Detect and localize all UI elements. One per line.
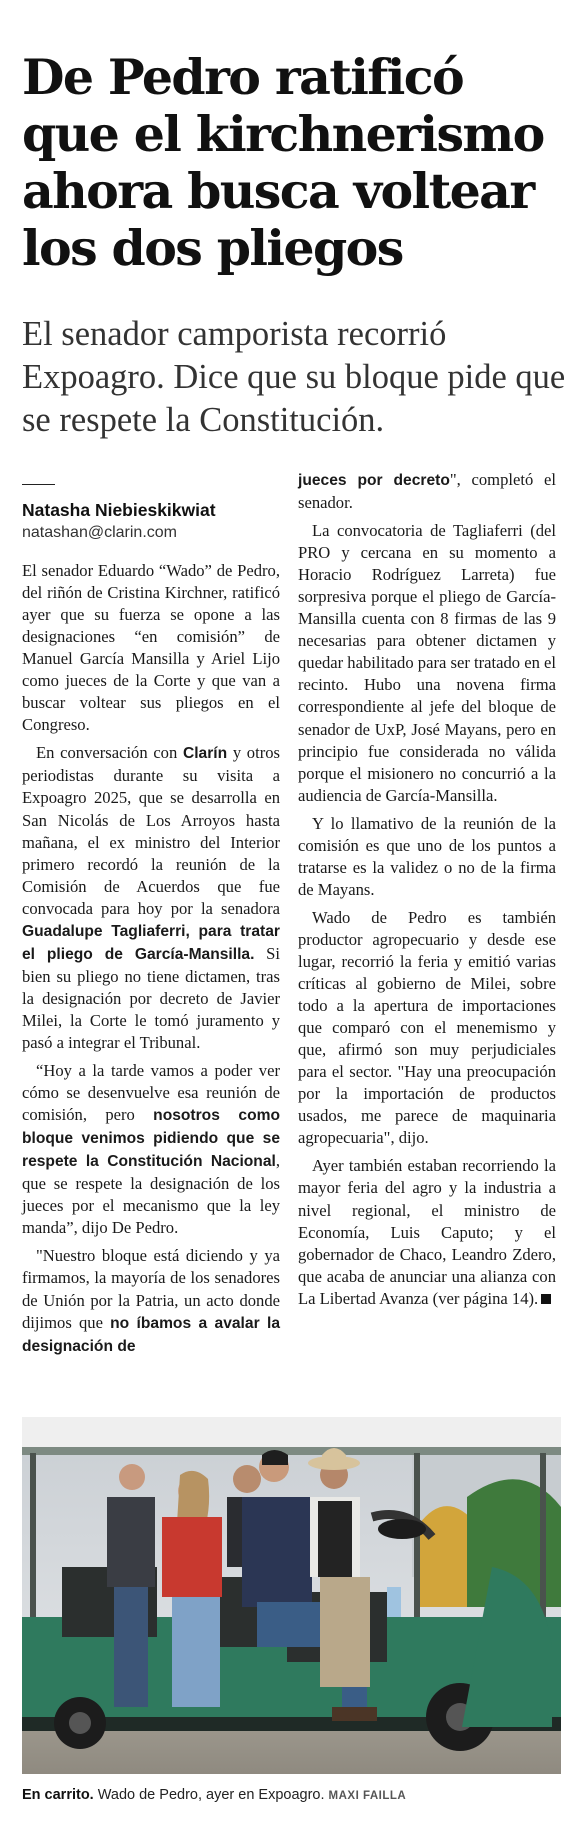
subheadline: El senador camporista recorrió Expoagro. Dice que su bloque pide que se respete la Constitución. — [22, 315, 566, 439]
paragraph: Y lo llamativo de la reunión de la comisión es que uno de los puntos a tratarse es la validez o no de la firma de Mayans. — [298, 813, 556, 899]
byline-rule — [22, 484, 55, 485]
bold-text: Clarín — [182, 745, 228, 763]
body-column-2 — [298, 469, 556, 1316]
body-column-1 — [22, 560, 280, 1364]
paragraph: La convocatoria de Tagliaferri (del PRO y cercana en su momento a Horacio Rodríguez Larreta) fue sorpresiva porque el pliego de García-Mansilla cuenta con 8 firmas de las 9 necesarias para obtener dictamen y quedar habilitado para ser tratado en el recinto. Hubo una novena firma correspondiente al jefe del bloque de senador de UxP, José Mayans, pero en principio fue considerada no válida porque el misionero no concurrió a la audiencia de García-Mansilla. — [298, 521, 557, 805]
caption-lead: En carrito. — [22, 1787, 94, 1803]
author-name: Natasha Niebieskikwiat — [22, 500, 216, 520]
paragraph: "Nuestro bloque está diciendo y ya firmamos, la mayoría de los senadores de Unión por la Patria, un acto donde dijimos que no íbamos a avalar la designación de — [22, 1246, 281, 1355]
byline — [22, 499, 282, 543]
headline: De Pedro ratificó que el kirchnerismo ahora busca voltear los dos pliegos — [22, 47, 544, 277]
photo-credit: MAXI FAILLA — [328, 1790, 407, 1802]
paragraph: jueces por decreto", completó el senador. — [298, 470, 556, 513]
photo-caption — [22, 1785, 567, 1806]
paragraph: El senador Eduardo “Wado” de Pedro, del riñón de Cristina Kirchner, ratificó ayer que su fuerza se opone a las designaciones “en comisión” de Manuel García Mansilla y Ariel Lijo como jueces de la Corte y que van a buscar voltear sus pliegos en el Congreso. — [22, 561, 280, 735]
bold-text: jueces por decreto — [298, 472, 450, 489]
bold-text: nosotros como bloque venimos pidiendo que se respete la Constitución Nacional — [22, 1107, 280, 1171]
article-photo — [22, 1417, 561, 1774]
caption-text: Wado de Pedro, ayer en Expoagro. — [93, 1787, 325, 1803]
paragraph: “Hoy a la tarde vamos a poder ver cómo se desenvuelve esa reunión de comisión, pero nosotros como bloque venimos pidiendo que se respete la Constitución Nacional, que se respete la designación de los jueces por el mecanismo que la ley manda”, dijo De Pedro. — [22, 1061, 280, 1238]
author-email[interactable]: natashan@clarin.com — [22, 524, 177, 541]
paragraph: En conversación con Clarín y otros periodistas durante su visita a Expoagro 2025, que se desarrolla en San Nicolás de Los Arroyos hasta mañana, el ex ministro del Interior primero recordó la reunión de la Comisión de Acuerdos que fue convocada para hoy por la senadora Guadalupe Tagliaferri, para tratar el pliego de García-Mansilla. Si bien su pliego no tiene dictamen, tras la designación por decreto de Javier Milei, la Corte le tomó juramento y pasó a integrar el Tribunal. — [22, 743, 280, 1052]
end-of-article-mark — [541, 1294, 551, 1304]
bold-text: Guadalupe Tagliaferri, para tratar el pliego de García-Mansilla. — [22, 922, 280, 963]
paragraph: Wado de Pedro es también productor agropecuario y desde ese lugar, recorrió la feria y emitió varias críticas al gobierno de Milei, sobre todo a la apertura de importaciones que comparó con el menemismo y que, afirmó son muy perjudiciales para el sector. "Hay una preocupación por la importación de productos usados, me parece de maquinaria agropecuaria", dijo. — [298, 907, 556, 1148]
bold-text: no íbamos a avalar la designación de — [22, 1314, 281, 1355]
paragraph: Ayer también estaban recorriendo la mayor feria del agro y la industria a nivel regional, el ministro de Economía, Luis Caputo; y el gobernador de Chaco, Leandro Zdero, que acaba de anunciar una alianza con La Libertad Avanza (ver página 14). — [298, 1156, 556, 1308]
